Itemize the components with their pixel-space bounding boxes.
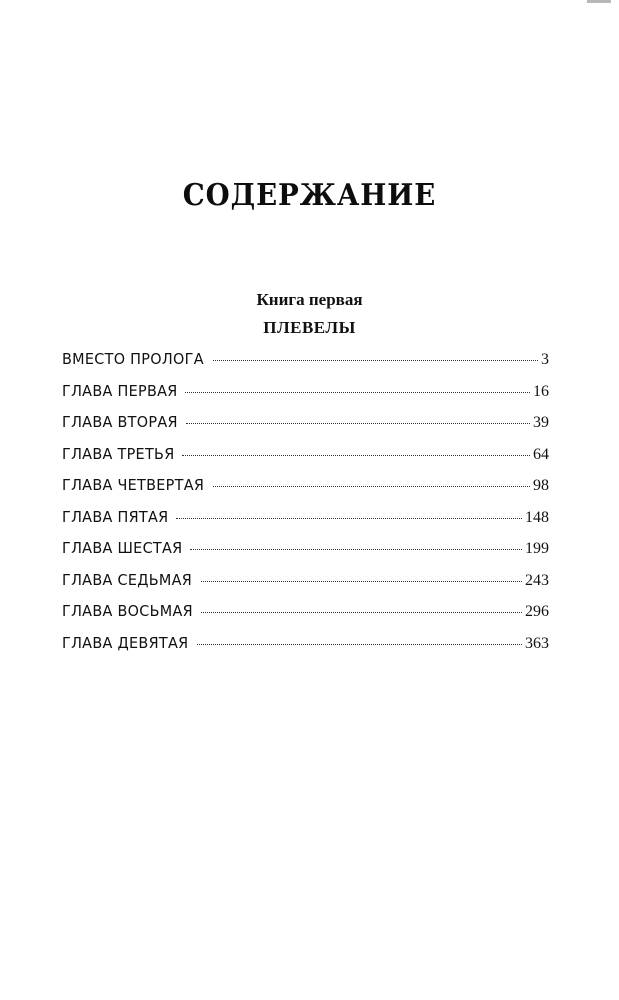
scan-corner-mark	[587, 0, 611, 3]
toc-entry	[62, 508, 549, 540]
toc-entry	[62, 476, 549, 508]
toc-entry-label: ВМЕСТО ПРОЛОГА	[62, 350, 204, 368]
toc-entry-label: ГЛАВА ПЯТАЯ	[62, 507, 169, 526]
toc-entry	[62, 382, 549, 414]
toc-entry-page: 64	[533, 445, 549, 463]
toc-entry-label: ГЛАВА ДЕВЯТАЯ	[62, 633, 189, 652]
toc-leader-dots	[197, 644, 522, 645]
page-title: СОДЕРЖАНИЕ	[182, 178, 437, 213]
toc-leader-dots	[190, 549, 522, 550]
toc-entry-page: 363	[525, 634, 549, 652]
toc-leader-dots	[186, 423, 530, 424]
table-of-contents	[62, 350, 549, 665]
toc-entry-page: 3	[541, 351, 549, 368]
toc-entry	[62, 445, 549, 477]
toc-entry-page: 16	[533, 382, 549, 400]
toc-entry-page: 296	[525, 603, 549, 620]
toc-entry	[62, 571, 549, 603]
toc-entry-page: 39	[533, 414, 549, 431]
toc-entry-label: ГЛАВА ВТОРАЯ	[62, 413, 178, 431]
toc-entry-page: 199	[525, 540, 549, 557]
toc-entry-label: ГЛАВА ПЕРВАЯ	[62, 381, 178, 400]
toc-entry-label: ГЛАВА ШЕСТАЯ	[62, 539, 183, 557]
toc-entry-page: 98	[533, 477, 549, 494]
toc-leader-dots	[176, 518, 522, 519]
toc-entry-page: 243	[525, 571, 549, 589]
toc-entry-label: ГЛАВА ВОСЬМАЯ	[62, 602, 193, 620]
toc-leader-dots	[201, 581, 523, 582]
toc-entry	[62, 413, 549, 445]
book-name: ПЛЕВЕЛЫ	[263, 318, 356, 337]
toc-leader-dots	[185, 392, 530, 393]
book-label: Книга первая	[256, 290, 363, 309]
toc-entry-label: ГЛАВА ЧЕТВЕРТАЯ	[62, 476, 205, 494]
toc-leader-dots	[213, 360, 538, 361]
toc-leader-dots	[201, 612, 522, 613]
toc-entry	[62, 634, 549, 666]
toc-entry	[62, 539, 549, 571]
toc-leader-dots	[182, 455, 530, 456]
toc-entry	[62, 350, 549, 382]
toc-entry-page: 148	[525, 508, 549, 526]
toc-entry-label: ГЛАВА СЕДЬМАЯ	[62, 570, 193, 589]
toc-entry	[62, 602, 549, 634]
toc-entry-label: ГЛАВА ТРЕТЬЯ	[62, 444, 175, 463]
toc-leader-dots	[213, 486, 530, 487]
